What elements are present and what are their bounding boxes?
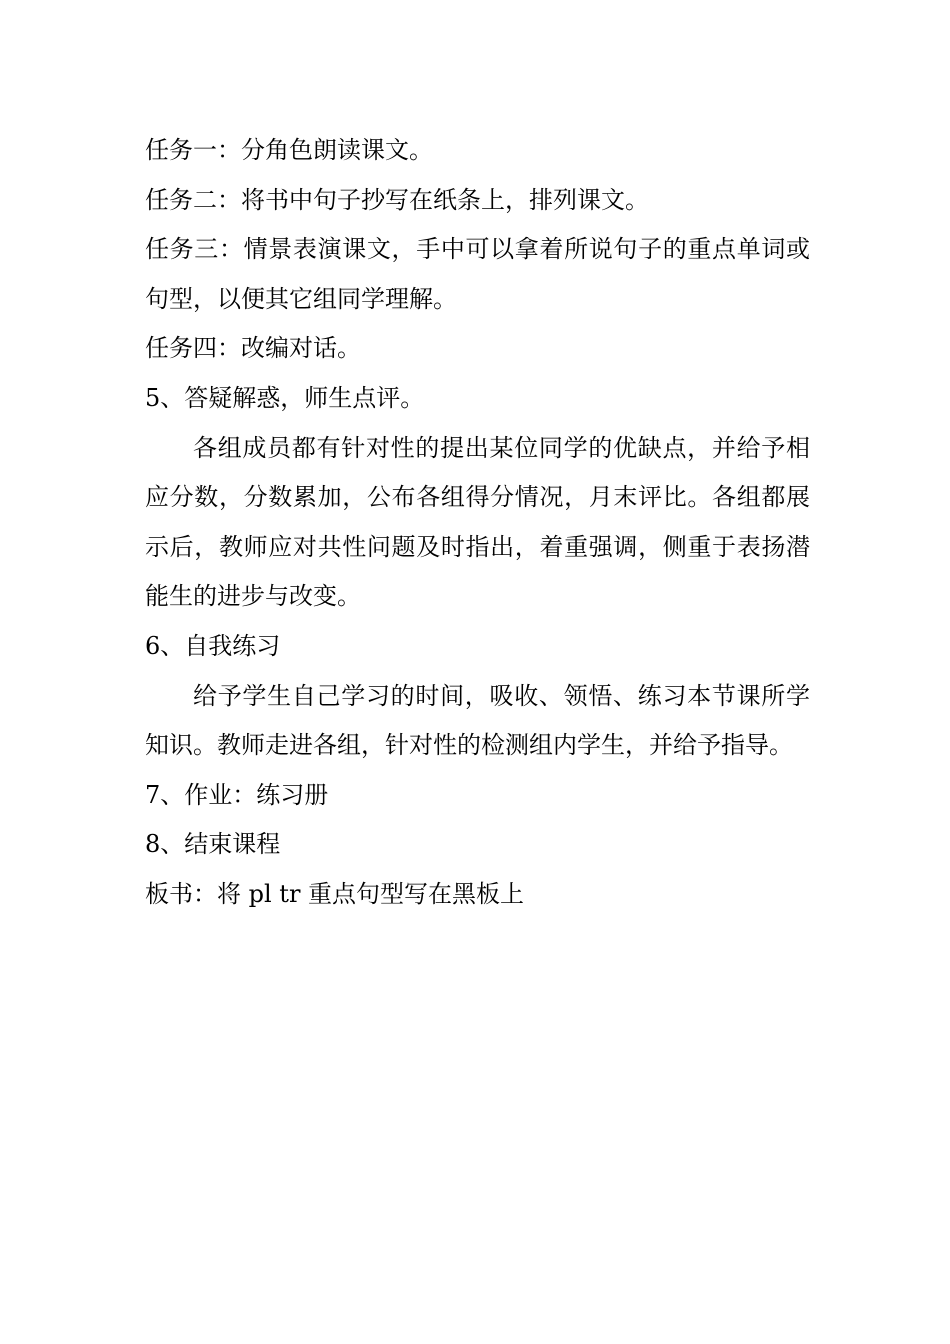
- task-2: 任务二：将书中句子抄写在纸条上，排列课文。: [145, 185, 649, 214]
- step-6-heading: 6、自我练习: [145, 631, 281, 660]
- step-7-heading: 7、作业：练习册: [145, 780, 329, 809]
- blackboard-note: 板书：将 pl tr 重点句型写在黑板上: [145, 879, 525, 908]
- step-6-paragraph: 给予学生自己学习的时间，吸收、领悟、练习本节课所学知识。教师走进各组，针对性的检测组内学生，并给予指导。: [145, 681, 810, 760]
- task-3: 任务三：情景表演课文，手中可以拿着所说句子的重点单词或句型，以便其它组同学理解。: [145, 235, 810, 313]
- step-5-heading: 5、答疑解惑，师生点评。: [145, 383, 425, 412]
- step-5-paragraph: 各组成员都有针对性的提出某位同学的优缺点，并给予相应分数，分数累加，公布各组得分情况，月末评比。各组都展示后，教师应对共性问题及时指出，着重强调，侧重于表扬潜能生的进步与改变。: [145, 433, 810, 611]
- step-8-heading: 8、结束课程: [145, 830, 281, 859]
- task-4: 任务四：改编对话。: [145, 334, 361, 363]
- document-body: [145, 126, 810, 920]
- task-1: 任务一：分角色朗读课文。: [145, 136, 433, 164]
